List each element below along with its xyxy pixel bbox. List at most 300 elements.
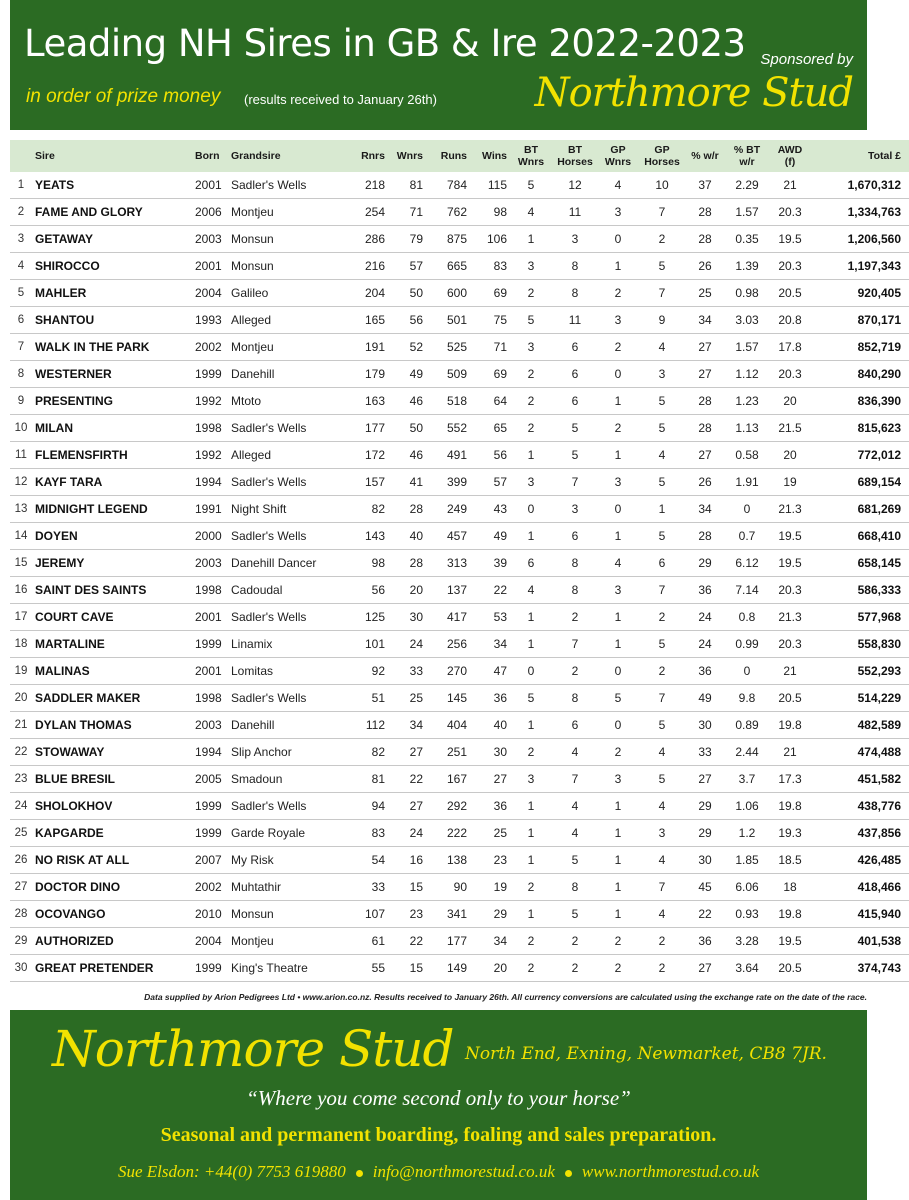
cell-runs: 249	[426, 496, 470, 523]
cell-gp-wnrs: 0	[598, 712, 638, 739]
col-header-grandsire: Grandsire	[228, 140, 348, 172]
cell-born: 2000	[192, 523, 228, 550]
contact-website[interactable]: www.northmorestud.co.uk	[581, 1162, 759, 1181]
cell-pct-wr: 27	[686, 442, 724, 469]
cell-wnrs: 71	[388, 199, 426, 226]
cell-sire: NO RISK AT ALL	[32, 847, 192, 874]
cell-sire: AUTHORIZED	[32, 928, 192, 955]
cell-bt-wnrs: 0	[510, 658, 552, 685]
cell-sire: SADDLER MAKER	[32, 685, 192, 712]
cell-pct-wr: 36	[686, 928, 724, 955]
col-header-awd: AWD (f)	[770, 140, 810, 172]
cell-gp-horses: 4	[638, 442, 686, 469]
col-header-rank	[10, 140, 32, 172]
cell-rnrs: 125	[348, 604, 388, 631]
cell-gp-wnrs: 2	[598, 928, 638, 955]
cell-bt-horses: 8	[552, 280, 598, 307]
cell-pct-bt-wr: 0.98	[724, 280, 770, 307]
cell-bt-wnrs: 5	[510, 685, 552, 712]
page-title: Leading NH Sires in GB & Ire 2022-2023	[24, 22, 746, 65]
cell-wins: 69	[470, 280, 510, 307]
cell-grandsire: Monsun	[228, 226, 348, 253]
cell-pct-bt-wr: 1.12	[724, 361, 770, 388]
cell-pct-bt-wr: 0.7	[724, 523, 770, 550]
cell-gp-horses: 4	[638, 847, 686, 874]
cell-bt-horses: 6	[552, 523, 598, 550]
cell-bt-horses: 7	[552, 469, 598, 496]
cell-awd: 21.5	[770, 415, 810, 442]
cell-bt-wnrs: 1	[510, 712, 552, 739]
cell-rnrs: 81	[348, 766, 388, 793]
cell-wins: 34	[470, 928, 510, 955]
cell-wins: 75	[470, 307, 510, 334]
cell-gp-horses: 7	[638, 577, 686, 604]
cell-wnrs: 15	[388, 955, 426, 982]
cell-grandsire: Monsun	[228, 253, 348, 280]
cell-pct-bt-wr: 0	[724, 496, 770, 523]
cell-gp-horses: 5	[638, 712, 686, 739]
cell-total: 840,290	[810, 361, 909, 388]
table-row	[10, 496, 909, 523]
cell-born: 2004	[192, 928, 228, 955]
cell-bt-horses: 5	[552, 847, 598, 874]
cell-bt-horses: 7	[552, 766, 598, 793]
cell-gp-horses: 5	[638, 631, 686, 658]
cell-gp-horses: 4	[638, 901, 686, 928]
cell-pct-bt-wr: 3.03	[724, 307, 770, 334]
cell-bt-horses: 2	[552, 658, 598, 685]
cell-wins: 43	[470, 496, 510, 523]
cell-awd: 19	[770, 469, 810, 496]
cell-pct-wr: 49	[686, 685, 724, 712]
cell-wins: 57	[470, 469, 510, 496]
data-source-note: Data supplied by Arion Pedigrees Ltd • www.arion.co.nz. Results received to January 26th. All currency conversions are calculated using the exchange rate on the date of the race.	[144, 992, 867, 1002]
cell-bt-horses: 6	[552, 361, 598, 388]
cell-rnrs: 56	[348, 577, 388, 604]
cell-gp-horses: 4	[638, 793, 686, 820]
cell-born: 2002	[192, 874, 228, 901]
cell-wnrs: 22	[388, 766, 426, 793]
cell-gp-horses: 3	[638, 820, 686, 847]
cell-awd: 19.5	[770, 226, 810, 253]
cell-wins: 83	[470, 253, 510, 280]
table-header-row	[10, 140, 909, 172]
cell-grandsire: Sadler's Wells	[228, 523, 348, 550]
col-header-born: Born	[192, 140, 228, 172]
cell-wnrs: 16	[388, 847, 426, 874]
cell-born: 1991	[192, 496, 228, 523]
cell-born: 1994	[192, 739, 228, 766]
cell-bt-wnrs: 1	[510, 523, 552, 550]
cell-rnrs: 51	[348, 685, 388, 712]
cell-pct-bt-wr: 3.64	[724, 955, 770, 982]
cell-wnrs: 57	[388, 253, 426, 280]
cell-rank: 24	[10, 793, 32, 820]
cell-wins: 27	[470, 766, 510, 793]
cell-pct-wr: 30	[686, 847, 724, 874]
cell-gp-horses: 2	[638, 955, 686, 982]
cell-runs: 417	[426, 604, 470, 631]
cell-pct-bt-wr: 0.35	[724, 226, 770, 253]
cell-gp-wnrs: 3	[598, 577, 638, 604]
cell-grandsire: Slip Anchor	[228, 739, 348, 766]
cell-runs: 762	[426, 199, 470, 226]
cell-bt-wnrs: 5	[510, 172, 552, 199]
cell-gp-horses: 2	[638, 658, 686, 685]
cell-rnrs: 94	[348, 793, 388, 820]
cell-gp-horses: 5	[638, 766, 686, 793]
cell-awd: 21.3	[770, 604, 810, 631]
cell-born: 2006	[192, 199, 228, 226]
cell-sire: SHANTOU	[32, 307, 192, 334]
table-row	[10, 469, 909, 496]
cell-total: 438,776	[810, 793, 909, 820]
table-row	[10, 658, 909, 685]
cell-pct-wr: 28	[686, 226, 724, 253]
contact-email[interactable]: info@northmorestud.co.uk	[372, 1162, 555, 1181]
cell-born: 1992	[192, 442, 228, 469]
col-header-bt-wnrs: BT Wnrs	[510, 140, 552, 172]
cell-rnrs: 112	[348, 712, 388, 739]
cell-gp-wnrs: 2	[598, 334, 638, 361]
cell-pct-wr: 36	[686, 658, 724, 685]
cell-bt-wnrs: 1	[510, 793, 552, 820]
cell-sire: GETAWAY	[32, 226, 192, 253]
cell-born: 2001	[192, 658, 228, 685]
table-row	[10, 955, 909, 982]
cell-grandsire: Sadler's Wells	[228, 415, 348, 442]
cell-sire: FLEMENSFIRTH	[32, 442, 192, 469]
cell-wins: 49	[470, 523, 510, 550]
cell-runs: 399	[426, 469, 470, 496]
cell-pct-wr: 26	[686, 253, 724, 280]
cell-gp-horses: 5	[638, 469, 686, 496]
cell-pct-wr: 36	[686, 577, 724, 604]
cell-pct-wr: 28	[686, 388, 724, 415]
cell-wnrs: 56	[388, 307, 426, 334]
table-row	[10, 199, 909, 226]
cell-gp-horses: 2	[638, 604, 686, 631]
cell-wnrs: 23	[388, 901, 426, 928]
cell-pct-bt-wr: 6.12	[724, 550, 770, 577]
cell-total: 1,334,763	[810, 199, 909, 226]
cell-gp-wnrs: 2	[598, 280, 638, 307]
cell-rnrs: 143	[348, 523, 388, 550]
cell-grandsire: Monsun	[228, 901, 348, 928]
footer-logo: Northmore Stud	[52, 1020, 454, 1078]
cell-bt-horses: 12	[552, 172, 598, 199]
cell-awd: 20	[770, 388, 810, 415]
cell-grandsire: Linamix	[228, 631, 348, 658]
cell-rnrs: 172	[348, 442, 388, 469]
cell-sire: OCOVANGO	[32, 901, 192, 928]
cell-sire: SAINT DES SAINTS	[32, 577, 192, 604]
page-subtitle: in order of prize money	[26, 86, 221, 107]
col-header-bt-horses: BT Horses	[552, 140, 598, 172]
cell-born: 1999	[192, 955, 228, 982]
sponsor-logo: Northmore Stud	[534, 70, 853, 116]
cell-gp-wnrs: 0	[598, 226, 638, 253]
col-header-sire: Sire	[32, 140, 192, 172]
cell-wnrs: 46	[388, 442, 426, 469]
cell-wins: 71	[470, 334, 510, 361]
cell-wins: 36	[470, 793, 510, 820]
cell-pct-bt-wr: 1.57	[724, 334, 770, 361]
cell-total: 482,589	[810, 712, 909, 739]
cell-bt-horses: 6	[552, 334, 598, 361]
table-row	[10, 280, 909, 307]
footer-banner	[10, 1010, 867, 1200]
cell-awd: 20.3	[770, 253, 810, 280]
cell-rank: 20	[10, 685, 32, 712]
table-body	[10, 172, 909, 982]
cell-wnrs: 25	[388, 685, 426, 712]
cell-gp-wnrs: 2	[598, 739, 638, 766]
cell-wnrs: 24	[388, 820, 426, 847]
cell-gp-wnrs: 4	[598, 550, 638, 577]
cell-wnrs: 81	[388, 172, 426, 199]
cell-gp-horses: 4	[638, 334, 686, 361]
cell-runs: 270	[426, 658, 470, 685]
cell-born: 2005	[192, 766, 228, 793]
cell-runs: 875	[426, 226, 470, 253]
cell-rank: 22	[10, 739, 32, 766]
cell-pct-wr: 24	[686, 604, 724, 631]
cell-gp-horses: 10	[638, 172, 686, 199]
cell-sire: MALINAS	[32, 658, 192, 685]
cell-runs: 292	[426, 793, 470, 820]
cell-runs: 177	[426, 928, 470, 955]
cell-pct-bt-wr: 1.2	[724, 820, 770, 847]
cell-awd: 20.3	[770, 199, 810, 226]
table-row	[10, 253, 909, 280]
cell-pct-bt-wr: 3.7	[724, 766, 770, 793]
cell-pct-bt-wr: 0	[724, 658, 770, 685]
cell-runs: 525	[426, 334, 470, 361]
cell-pct-bt-wr: 2.44	[724, 739, 770, 766]
cell-rnrs: 177	[348, 415, 388, 442]
cell-pct-wr: 29	[686, 820, 724, 847]
cell-sire: WESTERNER	[32, 361, 192, 388]
cell-gp-wnrs: 2	[598, 415, 638, 442]
contact-phone: Sue Elsdon: +44(0) 7753 619880	[118, 1162, 346, 1181]
cell-grandsire: Night Shift	[228, 496, 348, 523]
cell-rnrs: 101	[348, 631, 388, 658]
cell-rank: 19	[10, 658, 32, 685]
cell-pct-bt-wr: 1.23	[724, 388, 770, 415]
cell-sire: JEREMY	[32, 550, 192, 577]
cell-born: 2001	[192, 172, 228, 199]
cell-total: 870,171	[810, 307, 909, 334]
cell-wnrs: 46	[388, 388, 426, 415]
cell-runs: 457	[426, 523, 470, 550]
table-row	[10, 415, 909, 442]
cell-gp-wnrs: 3	[598, 766, 638, 793]
cell-pct-wr: 45	[686, 874, 724, 901]
cell-gp-horses: 3	[638, 361, 686, 388]
cell-sire: KAPGARDE	[32, 820, 192, 847]
table-row	[10, 874, 909, 901]
cell-rnrs: 204	[348, 280, 388, 307]
results-note: (results received to January 26th)	[244, 92, 437, 107]
cell-grandsire: Sadler's Wells	[228, 604, 348, 631]
table-row	[10, 442, 909, 469]
cell-awd: 20.3	[770, 361, 810, 388]
cell-pct-wr: 28	[686, 415, 724, 442]
cell-pct-wr: 26	[686, 469, 724, 496]
cell-bt-wnrs: 1	[510, 847, 552, 874]
cell-sire: PRESENTING	[32, 388, 192, 415]
cell-gp-horses: 5	[638, 253, 686, 280]
cell-pct-bt-wr: 6.06	[724, 874, 770, 901]
cell-runs: 341	[426, 901, 470, 928]
footer-contact	[10, 1162, 867, 1182]
cell-rnrs: 82	[348, 739, 388, 766]
cell-wnrs: 24	[388, 631, 426, 658]
cell-wins: 19	[470, 874, 510, 901]
cell-runs: 404	[426, 712, 470, 739]
col-header-total: Total £	[810, 140, 909, 172]
cell-rank: 4	[10, 253, 32, 280]
cell-grandsire: Sadler's Wells	[228, 793, 348, 820]
cell-gp-horses: 2	[638, 928, 686, 955]
cell-bt-horses: 5	[552, 901, 598, 928]
col-header-pct-wr: % w/r	[686, 140, 724, 172]
cell-pct-bt-wr: 1.06	[724, 793, 770, 820]
cell-rank: 21	[10, 712, 32, 739]
cell-grandsire: King's Theatre	[228, 955, 348, 982]
cell-rank: 26	[10, 847, 32, 874]
cell-gp-wnrs: 0	[598, 496, 638, 523]
cell-runs: 138	[426, 847, 470, 874]
cell-awd: 17.8	[770, 334, 810, 361]
col-header-gp-horses: GP Horses	[638, 140, 686, 172]
cell-wnrs: 34	[388, 712, 426, 739]
cell-gp-wnrs: 3	[598, 199, 638, 226]
cell-bt-wnrs: 4	[510, 577, 552, 604]
cell-rnrs: 107	[348, 901, 388, 928]
cell-wins: 106	[470, 226, 510, 253]
cell-sire: BLUE BRESIL	[32, 766, 192, 793]
cell-runs: 509	[426, 361, 470, 388]
cell-grandsire: Cadoudal	[228, 577, 348, 604]
cell-gp-wnrs: 0	[598, 658, 638, 685]
footer-quote: “Where you come second only to your horse”	[246, 1086, 631, 1110]
cell-bt-wnrs: 6	[510, 550, 552, 577]
cell-wins: 47	[470, 658, 510, 685]
cell-bt-wnrs: 2	[510, 739, 552, 766]
cell-awd: 17.3	[770, 766, 810, 793]
cell-wnrs: 79	[388, 226, 426, 253]
cell-rnrs: 92	[348, 658, 388, 685]
cell-bt-horses: 3	[552, 496, 598, 523]
cell-rank: 7	[10, 334, 32, 361]
cell-total: 552,293	[810, 658, 909, 685]
cell-gp-horses: 9	[638, 307, 686, 334]
cell-awd: 21	[770, 658, 810, 685]
cell-rank: 29	[10, 928, 32, 955]
cell-rank: 15	[10, 550, 32, 577]
cell-rnrs: 82	[348, 496, 388, 523]
cell-bt-wnrs: 1	[510, 631, 552, 658]
cell-bt-wnrs: 2	[510, 955, 552, 982]
cell-bt-horses: 4	[552, 793, 598, 820]
cell-gp-horses: 7	[638, 280, 686, 307]
cell-gp-wnrs: 1	[598, 523, 638, 550]
cell-gp-wnrs: 4	[598, 172, 638, 199]
cell-pct-bt-wr: 1.57	[724, 199, 770, 226]
cell-total: 852,719	[810, 334, 909, 361]
cell-runs: 784	[426, 172, 470, 199]
cell-grandsire: Muhtathir	[228, 874, 348, 901]
cell-pct-wr: 25	[686, 280, 724, 307]
cell-sire: MIDNIGHT LEGEND	[32, 496, 192, 523]
cell-bt-horses: 4	[552, 820, 598, 847]
cell-pct-wr: 30	[686, 712, 724, 739]
cell-total: 558,830	[810, 631, 909, 658]
cell-total: 1,670,312	[810, 172, 909, 199]
cell-total: 451,582	[810, 766, 909, 793]
cell-grandsire: Galileo	[228, 280, 348, 307]
cell-awd: 19.5	[770, 928, 810, 955]
cell-wnrs: 28	[388, 496, 426, 523]
cell-born: 1994	[192, 469, 228, 496]
cell-wins: 39	[470, 550, 510, 577]
cell-rnrs: 54	[348, 847, 388, 874]
cell-rank: 30	[10, 955, 32, 982]
cell-sire: COURT CAVE	[32, 604, 192, 631]
cell-total: 668,410	[810, 523, 909, 550]
cell-awd: 21.3	[770, 496, 810, 523]
cell-gp-horses: 1	[638, 496, 686, 523]
cell-total: 815,623	[810, 415, 909, 442]
cell-bt-horses: 8	[552, 685, 598, 712]
cell-rnrs: 83	[348, 820, 388, 847]
cell-rank: 1	[10, 172, 32, 199]
cell-gp-wnrs: 1	[598, 442, 638, 469]
cell-sire: GREAT PRETENDER	[32, 955, 192, 982]
cell-sire: DOCTOR DINO	[32, 874, 192, 901]
cell-sire: MAHLER	[32, 280, 192, 307]
cell-runs: 313	[426, 550, 470, 577]
cell-runs: 552	[426, 415, 470, 442]
cell-wins: 30	[470, 739, 510, 766]
cell-pct-bt-wr: 9.8	[724, 685, 770, 712]
col-header-rnrs: Rnrs	[348, 140, 388, 172]
table-row	[10, 712, 909, 739]
cell-pct-bt-wr: 0.93	[724, 901, 770, 928]
cell-bt-horses: 11	[552, 199, 598, 226]
cell-bt-wnrs: 2	[510, 928, 552, 955]
cell-sire: MILAN	[32, 415, 192, 442]
cell-rank: 11	[10, 442, 32, 469]
cell-gp-wnrs: 1	[598, 820, 638, 847]
cell-bt-wnrs: 1	[510, 820, 552, 847]
cell-rank: 14	[10, 523, 32, 550]
cell-born: 2002	[192, 334, 228, 361]
cell-bt-horses: 2	[552, 955, 598, 982]
cell-total: 1,206,560	[810, 226, 909, 253]
table-row	[10, 388, 909, 415]
cell-awd: 19.8	[770, 712, 810, 739]
cell-total: 658,145	[810, 550, 909, 577]
cell-pct-wr: 24	[686, 631, 724, 658]
cell-pct-wr: 27	[686, 955, 724, 982]
col-header-pct-bt-wr: % BT w/r	[724, 140, 770, 172]
cell-wins: 22	[470, 577, 510, 604]
cell-total: 586,333	[810, 577, 909, 604]
cell-bt-wnrs: 2	[510, 361, 552, 388]
